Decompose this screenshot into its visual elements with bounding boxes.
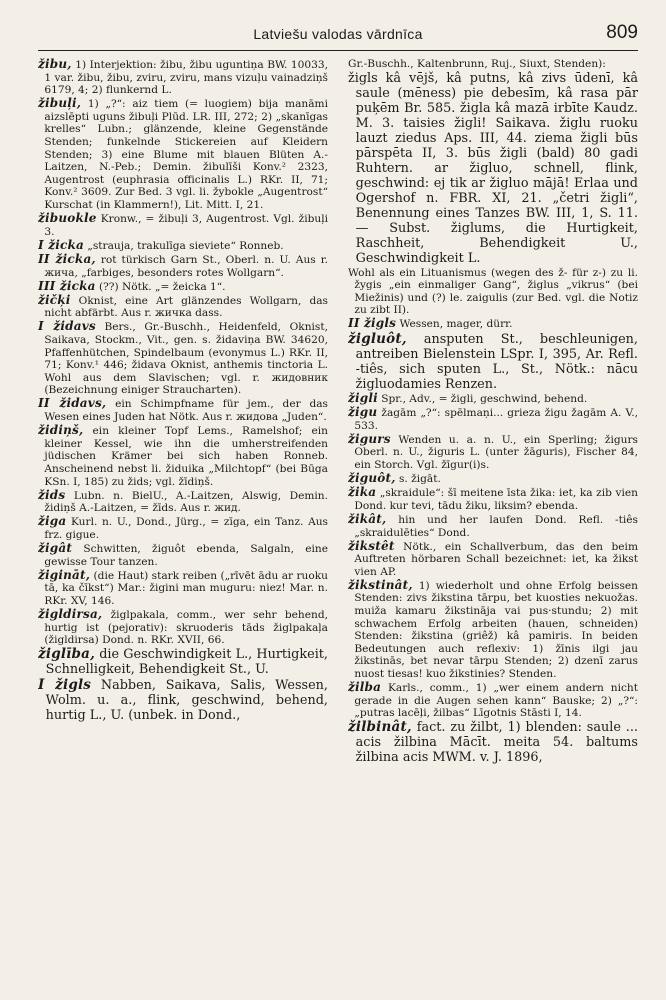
header-rule <box>38 50 638 51</box>
dictionary-entry <box>348 58 638 71</box>
entry-headword: židiņš, <box>38 423 84 438</box>
entry-headword: žilba <box>348 680 382 695</box>
page-number: 809 <box>606 22 638 43</box>
dictionary-entry <box>38 678 328 723</box>
dictionary-entry <box>348 681 638 720</box>
entry-text: Kronw., = žibuļi 3, Augentrost. Vgl. žibuļi 3. <box>44 213 328 238</box>
entry-text: Kurl. n. U., Dond., Jürg., = zīga, ein Tanz. Aus frz. gigue. <box>44 516 328 541</box>
running-title: Latviešu valodas vārdnīca <box>253 26 423 42</box>
entry-headword: žigluôt, <box>348 330 407 347</box>
entry-headword: žibuļi, <box>38 96 82 111</box>
dictionary-entry <box>348 392 638 406</box>
dictionary-entry <box>348 332 638 392</box>
entry-text: ansputen St., beschleunigen, antreiben Bielenstein LSpr. I, 395, Ar. Refl. -tiês, sich sputen L., St., Nötk.: nācu žigluodamies Renzen. <box>355 331 638 392</box>
entry-text: (??) Nötk. „= žeicka 1“. <box>98 280 226 293</box>
dictionary-entry <box>38 569 328 608</box>
entry-headword: I židavs <box>38 319 96 334</box>
dictionary-entry <box>38 212 328 238</box>
dictionary-entry <box>348 720 638 765</box>
dictionary-entry <box>348 267 638 317</box>
page-header <box>38 22 638 46</box>
entry-headword: žigldirsa, <box>38 606 103 621</box>
entry-headword: žigināt, <box>38 567 91 582</box>
dictionary-entry <box>38 542 328 568</box>
dictionary-entry <box>38 647 328 677</box>
entry-headword: žibu, <box>38 58 72 71</box>
entry-headword: žigli <box>348 391 378 406</box>
entry-text: Wenden u. a. n. U., ein Sperling; žigurs Oberl. n. U., žiguris L. (unter žāguris), Fischer 84, ein Storch. Vgl. žīgur(i)s. <box>354 433 638 472</box>
entry-text: Wessen, mager, dürr. <box>399 318 513 331</box>
entry-headword: žibuokle <box>38 211 97 226</box>
entry-text: „skraidule“: šī meitene īsta žika: iet, ka zib vien Dond. kur tevi, tādu žiku, liksim? ebenda. <box>354 487 638 512</box>
entry-text: Nötk., ein Schallverbum, das den beim Auftreten hörbaren Schall bezeichnet: iet, ka žikst vien AP. <box>354 540 638 578</box>
entry-headword: II žigls <box>348 316 397 331</box>
entry-text: Schwitten, žiguôt ebenda, Salgaln, eine gewisse Tour tanzen. <box>44 542 328 568</box>
entry-headword: II žicka, <box>38 251 96 266</box>
dictionary-entry <box>348 486 638 512</box>
dictionary-entry <box>38 515 328 541</box>
entry-text: fact. zu žilbt, 1) blenden: saule ... acis žilbina Mācīt. meita 54. baltums žilbina acis MWM. v. J. 1896, <box>355 720 638 766</box>
entry-headword: žiglība, <box>38 646 95 663</box>
entry-headword: žika <box>348 485 377 500</box>
entry-text: žagām „?“: spēlmaņi... grieza žigu žagām A. V., 533. <box>354 407 638 432</box>
entry-headword: žičķi <box>38 292 71 307</box>
entry-headword: žiguôt, <box>348 471 396 486</box>
entry-headword: žikstêt <box>348 538 395 553</box>
entry-text: Karls., comm., 1) „wer einem andern nicht gerade in die Augen sehen kann“ Bauske; 2) „?“: „putras lacēļi, žilbas“ Līgotnis Stāsti I, 14. <box>354 682 638 720</box>
entry-text: Bers., Gr.-Buschh., Heidenfeld, Oknist, Saikava, Stockm., Vit., gen. s. židaviņa BW. 34620, Pfaffenhütchen, Spindelbaum (evonymus L.) RKr. II, 71; Konv.¹ 446; židava Oknist, anthemis tinctoria L. Wohl aus dem Slavischen; vgl. r. жидовник (Bezeichnung einiger Straucharten). <box>44 321 328 397</box>
entry-text: žigls kâ vējš, kâ putns, kâ zivs ūdenī, kâ saule (mēness) pie debesīm, kâ rasa pār puķēm Br. 585. žigla kâ mazā irbīte Kaudz. M. 3. taisies žigli! Saikava. žiglu ruoku lauzt ziedus Aps. III, 44. ziema žigli būs pārspēta II, 3. būs žigli (bald) 80 gadi Ruhtern. ar žigluo, schnell, flink, geschwind: ej tik ar žigluo mājā! Erlaa und Ogershof n. FBR. XI, 21. „četri žigli“, Benennung eines Tanzes BW. III, 1, S. 11. — Subst. žiglums, die Hurtigkeit, Raschheit, Behendigkeit U., Geschwindigkeit L. <box>348 71 638 267</box>
dictionary-entry <box>38 489 328 515</box>
dictionary-entry <box>348 71 638 266</box>
entry-text: Gr.-Buschh., Kaltenbrunn, Ruj., Siuxt, Stenden): <box>348 58 606 70</box>
entry-text: die Geschwindigkeit L., Hurtigkeit, Schnelligkeit, Behendigkeit St., U. <box>45 647 328 678</box>
dictionary-entry <box>38 280 328 294</box>
entry-text: 1) wiederholt und ohne Erfolg beissen Stenden: zivs žikstina tārpu, bet kuosties nekuožas. muiža kamaru žikstināja vai pus·stundu; 2) mit schwachem Erfolg arbeiten (hauen, schneiden) Stenden: žikstina (griêž) kâ pamiris. In beiden Bedeutungen auch reflexiv: 1) žīnis ilgi jau žikstinās, bet nevar tārpu Stenden; 2) dzenī zarus nuost tiesas! kuo žikstinies? Stenden. <box>354 579 638 681</box>
entry-headword: II židavs, <box>38 396 107 411</box>
dictionary-entry <box>38 397 328 423</box>
dictionary-entry <box>348 513 638 539</box>
dictionary-entry <box>348 406 638 432</box>
entry-text: ein Schimpfname für jem., der das Wesen eines Juden hat Nötk. Aus r. жидова „Juden“. <box>44 398 328 424</box>
entry-text: rot türkisch Garn St., Oberl. n. U. Aus r. жича, „farbiges, besonders rotes Wollgarn“. <box>44 253 328 279</box>
dictionary-entry <box>348 317 638 331</box>
entry-text: 1) „?“: aiz tiem (= luogiem) bija manāmi aizslēpti uguns žibuļi Plūd. LR. III, 272; 2) „skanīgas krelles“ Lubn.; glänzende, kleine Gegenstände Stenden; funkelnde Stickereien auf Kleidern Stenden; 3) eine Blume mit blauen Blüten A.-Laitzen, N.-Peb.; Demin. žibulīši Konv.² 2323, Augentrost (euphrasia officinalis L.) RKr. II, 71; Konv.² 3609. Zur Bed. 3 vgl. li. žybokle „Augentrost“ Kurschat (in Klammern!), Lit. Mitt. I, 21. <box>44 98 328 212</box>
dictionary-entry <box>38 320 328 397</box>
entry-text: hin und her laufen Dond. Refl. -tiês „skraidulēties“ Dond. <box>354 513 638 539</box>
entry-headword: žigât <box>38 540 73 555</box>
right-column <box>348 58 638 988</box>
entry-text: Wohl als ein Lituanismus (wegen des ž- für z-) zu li. žygis „ein einmaliger Gang“, žiglus „vikrus“ (bei Miežinis) und (?) le. zaigulis (zur Bed. vgl. die Notiz zu zibt II). <box>348 266 638 317</box>
dictionary-entry <box>38 424 328 488</box>
entry-text: žiglpakala, comm., wer sehr behend, hurtig ist (pejorativ): skruoderis tāds žiglpakaļa (žigldirsa) Dond. n. RKr. XVII, 66. <box>44 608 328 647</box>
dictionary-entry <box>38 97 328 211</box>
dictionary-entry <box>38 294 328 320</box>
entry-headword: I žigls <box>38 676 92 693</box>
entry-text: Nabben, Saikava, Salis, Wessen, Wolm. u. a., flink, geschwind, behend, hurtig L., U. (unbek. in Dond., <box>45 677 328 723</box>
entry-headword: žikstinât, <box>348 577 413 592</box>
dictionary-entry <box>348 472 638 486</box>
entry-headword: žikât, <box>348 511 387 526</box>
dictionary-entry <box>348 579 638 681</box>
entry-text: ein kleiner Topf Lems., Ramelshof; ein kleiner Kessel, wie ihn die umherstreifenden jüdischen Krämer bei sich haben Ronneb. Anscheinend nebst li. židuika „Milchtopf“ (bei Būga KSn. I, 185) zu žids; vgl. žīdiņš. <box>44 425 328 488</box>
dictionary-entry <box>38 253 328 279</box>
entry-headword: žiga <box>38 514 67 529</box>
dictionary-entry <box>348 433 638 472</box>
entry-headword: žigurs <box>348 431 391 446</box>
entry-text: Lubn. n. BielU., A.-Laitzen, Alswig, Demin. židiņš A.-Laitzen, = žīds. Aus r. жид. <box>44 489 328 515</box>
entry-headword: žilbinât, <box>348 719 412 736</box>
dictionary-entry <box>38 58 328 97</box>
entry-text: (die Haut) stark reiben („rīvēt ādu ar ruoku tā, ka čīkst“) Mar.: žigini man muguru: niez! Mar. n. RKr. XV, 146. <box>44 569 328 607</box>
entry-text: „strauja, trakulīga sieviete“ Ronneb. <box>87 239 284 252</box>
entry-headword: žigu <box>348 405 378 420</box>
left-column <box>38 58 328 988</box>
entry-text: Spr., Adv., = žigli, geschwind, behend. <box>381 393 588 406</box>
entry-text: 1) Interjektion: žibu, žibu uguntiņa BW. 10033, 1 var. žibu, žibu, zviru, zviru, mans vizuļu vainadziņš 6179, 4; 2) flunkernd L. <box>44 59 328 97</box>
entry-headword: žids <box>38 487 66 502</box>
entry-headword: I žicka <box>38 237 84 252</box>
entry-text: s. žigāt. <box>399 473 441 486</box>
entry-text: Oknist, eine Art glänzendes Wollgarn, das nicht abfärbt. Aus r. жичка dass. <box>44 294 328 320</box>
dictionary-entry <box>348 540 638 579</box>
dictionary-entry <box>38 239 328 253</box>
entry-headword: III žicka <box>38 278 96 293</box>
dictionary-entry <box>38 608 328 647</box>
